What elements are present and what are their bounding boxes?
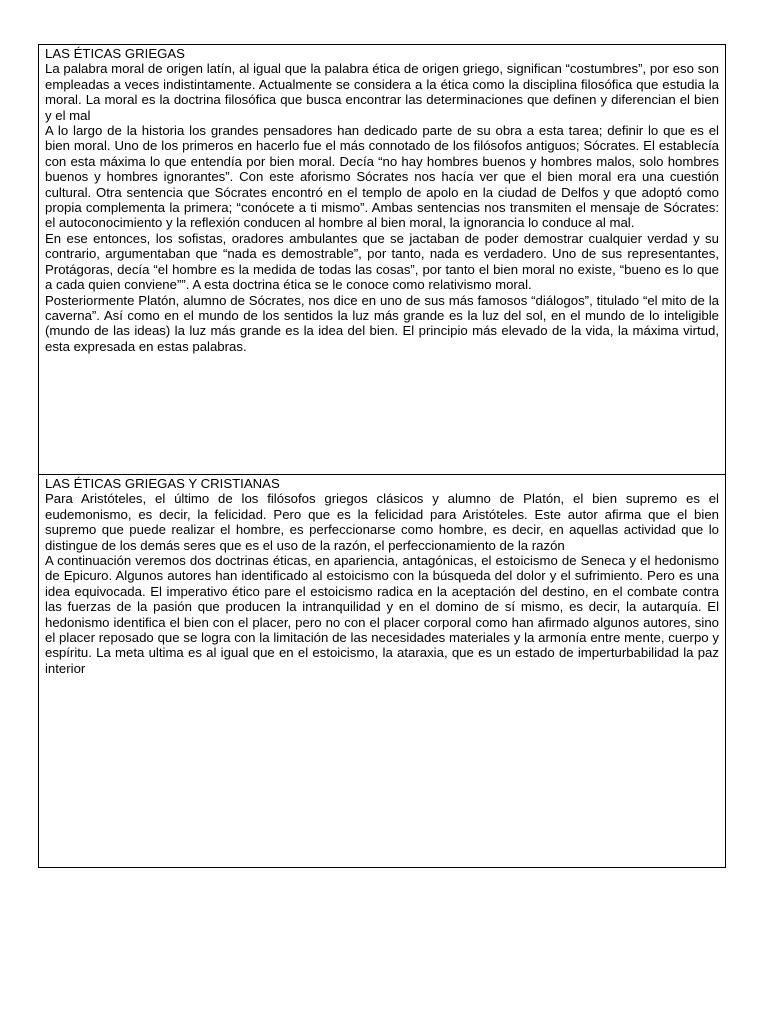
paragraph: En ese entonces, los sofistas, oradores ambulantes que se jactaban de poder demostrar cualquier verdad y su contrario, argumentaban que “nada es demostrable”, por tanto, nada es verdadero. Uno de sus representantes, Protágoras, decía “el hombre es la medida de todas las cosas”, por tanto el bien moral no existe, “bueno es lo que a cada quien conviene””. A esta doctrina ética se le conoce como relativismo moral. — [45, 230, 719, 293]
document-table — [38, 44, 726, 868]
paragraph: A lo largo de la historia los grandes pensadores han dedicado parte de su obra a esta tarea; definir lo que es el bien moral. Uno de los primeros en hacerlo fue el más connotado de los filósofos antiguos; Sócrates. El establecía con esta máxima lo que entendía por bien moral. Decía “no hay hombres buenos y hombres malos, solo hombres buenos y hombres ignorantes”. Con este aforismo Sócrates nos hacía ver que el bien moral era una cuestión cultural. Otra sentencia que Sócrates encontró en el templo de apolo en la ciudad de Delfos y que adoptó como propia complementa la primera; “conócete a ti mismo”. Ambas sentencias nos transmiten el mensaje de Sócrates: el autoconocimiento y la reflexión conducen al hombre al bien moral, la ignorancia lo conduce al mal. — [45, 123, 719, 231]
section-cell-griegas — [39, 45, 725, 475]
section-title: LAS ÉTICAS GRIEGAS Y CRISTIANAS — [45, 476, 280, 491]
section-title: LAS ÉTICAS GRIEGAS — [45, 46, 185, 61]
section-cell-griegas-cristianas — [39, 475, 725, 867]
paragraph: A continuación veremos dos doctrinas éticas, en apariencia, antagónicas, el estoicismo de Seneca y el hedonismo de Epicuro. Algunos autores han identificado al estoicismo con la búsqueda del dolor y el sufrimiento. Pero es una idea equivocada. El imperativo ético pare el estoicismo radica en la aceptación del destino, en el combate contra las fuerzas de la pasión que producen la intranquilidad y en el domino de sí mismo, es decir, la autarquía. El hedonismo identifica el bien con el placer, pero no con el placer corporal como han afirmado algunos autores, sino el placer reposado que se logra con la limitación de las necesidades materiales y la armonía entre mente, cuerpo y espíritu. La meta ultima es al igual que en el estoicismo, la ataraxia, que es un estado de imperturbabilidad la paz interior — [45, 553, 719, 676]
paragraph: La palabra moral de origen latín, al igual que la palabra ética de origen griego, significan “costumbres”, por eso son empleadas a veces indistintamente. Actualmente se considera a la ética como la disciplina filosófica que estudia la moral. La moral es la doctrina filosófica que busca encontrar las determinaciones que definen y diferencian el bien y el mal — [45, 61, 719, 123]
paragraph: Para Aristóteles, el último de los filósofos griegos clásicos y alumno de Platón, el bien supremo es el eudemonismo, es decir, la felicidad. Pero que es la felicidad para Aristóteles. Este autor afirma que el bien supremo que puede realizar el hombre, es perfeccionarse como hombre, es decir, en aquellas actividad que lo distingue de los demás seres que es el uso de la razón, el perfeccionamiento de la razón — [45, 491, 719, 553]
paragraph: Posteriormente Platón, alumno de Sócrates, nos dice en uno de sus más famosos “diálogos”, titulado “el mito de la caverna”. Así como en el mundo de los sentidos la luz más grande es la luz del sol, en el mundo de lo inteligible (mundo de las ideas) la luz más grande es la idea del bien. El principio más elevado de la vida, la máxima virtud, esta expresada en estas palabras. — [45, 292, 719, 354]
